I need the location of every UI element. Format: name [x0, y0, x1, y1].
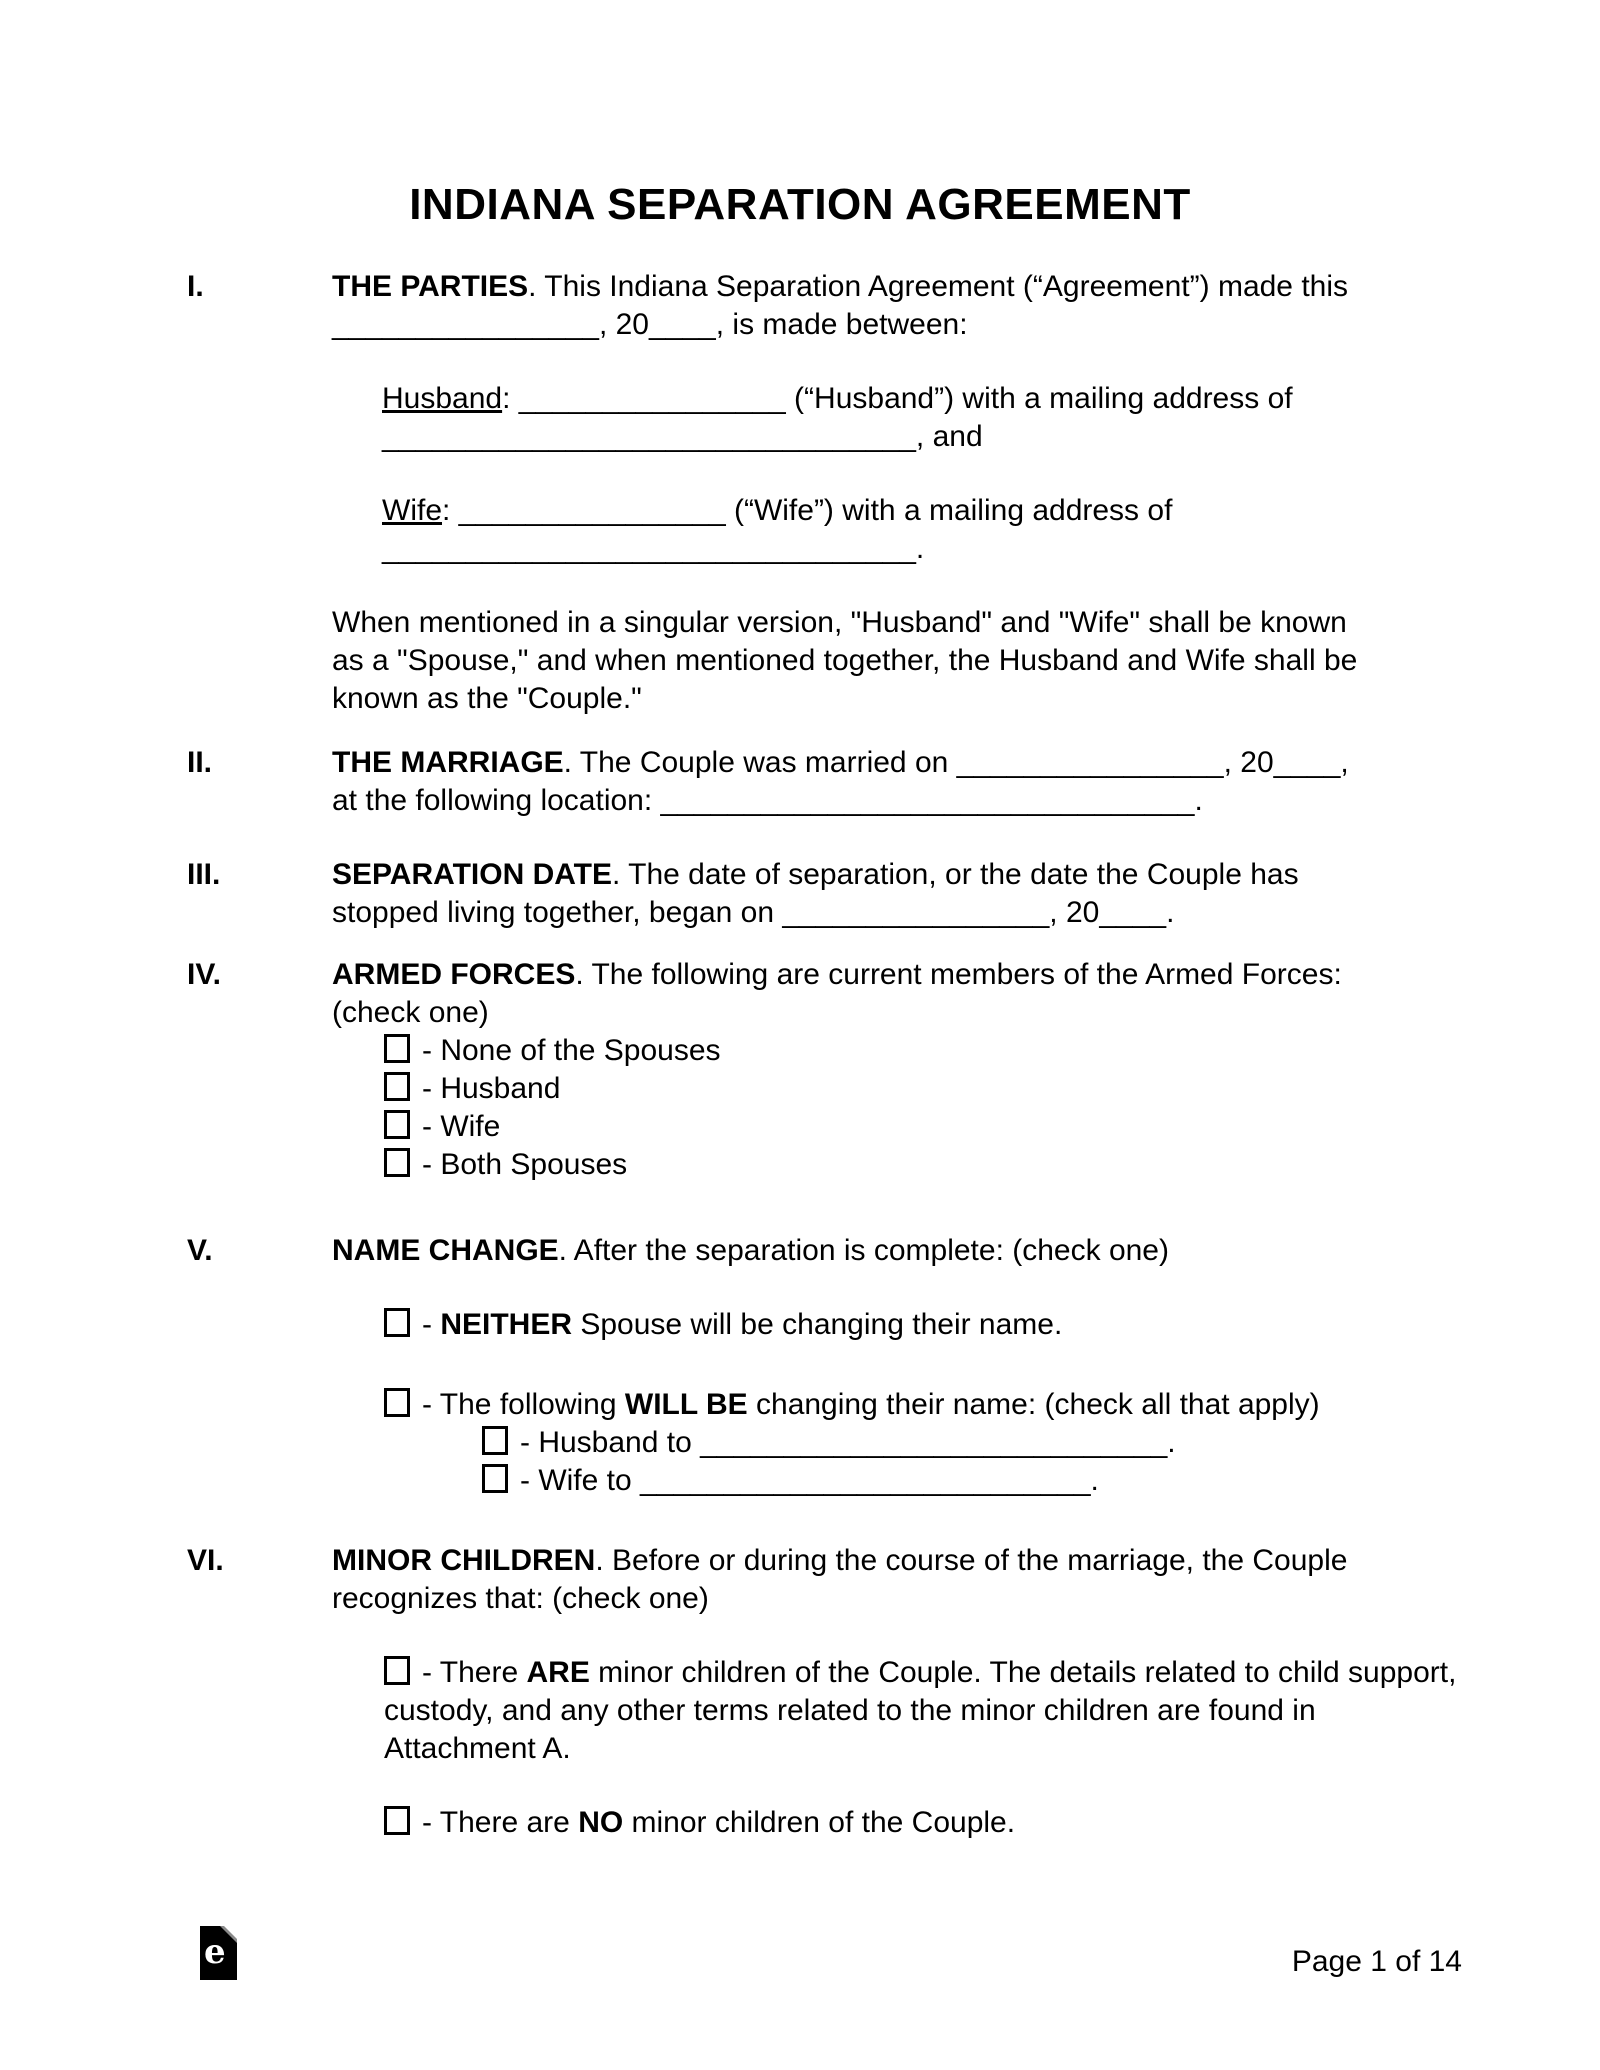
page-title: INDIANA SEPARATION AGREEMENT: [409, 180, 1191, 229]
section-heading: SEPARATION DATE: [332, 858, 613, 891]
armed-forces-husband-checkbox[interactable]: [384, 1072, 410, 1101]
armed-forces-none-checkbox[interactable]: [384, 1034, 410, 1063]
children-are-checkbox[interactable]: [384, 1656, 410, 1685]
name-change-option-neither: - NEITHER Spouse will be changing their name.: [384, 1306, 1460, 1344]
section-text: recognizes that: (check one): [332, 1582, 709, 1615]
section-number: III.: [187, 858, 221, 891]
section-heading: THE PARTIES: [332, 270, 529, 303]
husband-new-name-field: - Husband to ____________________________.: [520, 1426, 1176, 1459]
wife-name-field: : ________________ (“Wife”) with a mailing address of: [442, 494, 1173, 527]
armed-forces-option-both: - Both Spouses: [384, 1146, 1460, 1184]
section-text: NAME CHANGE. After the separation is complete: (check one): [332, 1234, 1169, 1267]
name-change-husband-to: [482, 1424, 1460, 1462]
section-number: I.: [187, 270, 204, 303]
section-text: ________________, 20____, is made between:: [332, 308, 968, 341]
section-text: SEPARATION DATE. The date of separation, or the date the Couple has: [332, 858, 1299, 891]
name-change-willbe-checkbox[interactable]: [384, 1388, 410, 1417]
husband-address-field: ________________________________, and: [382, 420, 983, 453]
section-heading: MINOR CHILDREN: [332, 1544, 596, 1577]
wife-clause: [382, 492, 1460, 568]
spouse-definition-note: When mentioned in a singular version, "Husband" and "Wife" shall be known as a "Spouse," and when mentioned together, the Husband and Wife shall be known as the "Couple.": [332, 606, 1358, 715]
eforms-logo-icon: e: [200, 1926, 237, 1980]
name-change-option-willbe: - The following WILL BE changing their name: (check all that apply): [384, 1386, 1460, 1424]
separation-date-field: stopped living together, began on ________________, 20____.: [332, 896, 1175, 929]
wife-name-change-checkbox[interactable]: [482, 1464, 508, 1493]
armed-forces-option-wife: - Wife: [384, 1108, 1460, 1146]
section-number: V.: [187, 1234, 213, 1267]
wife-label: Wife: [382, 494, 442, 527]
husband-name-change-checkbox[interactable]: [482, 1426, 508, 1455]
section-number: VI.: [187, 1544, 224, 1577]
marriage-location-field: at the following location: ________________________________.: [332, 784, 1203, 817]
armed-forces-option-husband: - Husband: [384, 1070, 1460, 1108]
name-change-wife-to: [482, 1462, 1460, 1500]
name-change-neither-checkbox[interactable]: [384, 1308, 410, 1337]
section-heading: THE MARRIAGE: [332, 746, 564, 779]
armed-forces-wife-checkbox[interactable]: [384, 1110, 410, 1139]
section-separation-date: [0, 856, 1600, 932]
section-heading: NAME CHANGE: [332, 1234, 559, 1267]
section-armed-forces: [0, 956, 1600, 1184]
husband-label: Husband: [382, 382, 503, 415]
armed-forces-both-checkbox[interactable]: [384, 1148, 410, 1177]
section-text: (check one): [332, 996, 489, 1029]
section-the-parties: [0, 268, 1600, 718]
husband-name-field: : ________________ (“Husband”) with a mailing address of: [502, 382, 1293, 415]
minor-children-option-no: - There are NO minor children of the Couple.: [384, 1804, 1460, 1842]
children-no-checkbox[interactable]: [384, 1806, 410, 1835]
section-text: ARMED FORCES. The following are current members of the Armed Forces:: [332, 958, 1342, 991]
section-text: THE MARRIAGE. The Couple was married on ________________, 20____,: [332, 746, 1349, 779]
husband-clause: [382, 380, 1460, 456]
section-minor-children: [0, 1542, 1600, 1842]
section-the-marriage: [0, 744, 1600, 820]
section-text: MINOR CHILDREN. Before or during the course of the marriage, the Couple: [332, 1544, 1348, 1577]
section-number: II.: [187, 746, 213, 779]
armed-forces-option-none: - None of the Spouses: [384, 1032, 1460, 1070]
section-heading: ARMED FORCES: [332, 958, 576, 991]
page-number: Page 1 of 14: [1291, 1945, 1462, 1978]
section-number: IV.: [187, 958, 221, 991]
section-name-change: [0, 1232, 1600, 1500]
wife-new-name-field: - Wife to ___________________________.: [520, 1464, 1099, 1497]
wife-address-field: ________________________________.: [382, 532, 925, 565]
section-text: THE PARTIES. This Indiana Separation Agreement (“Agreement”) made this: [332, 270, 1349, 303]
minor-children-option-are: - There ARE minor children of the Couple. The details related to child support, custody, and any other terms related to the minor children are found in Attachment A.: [384, 1656, 1457, 1765]
